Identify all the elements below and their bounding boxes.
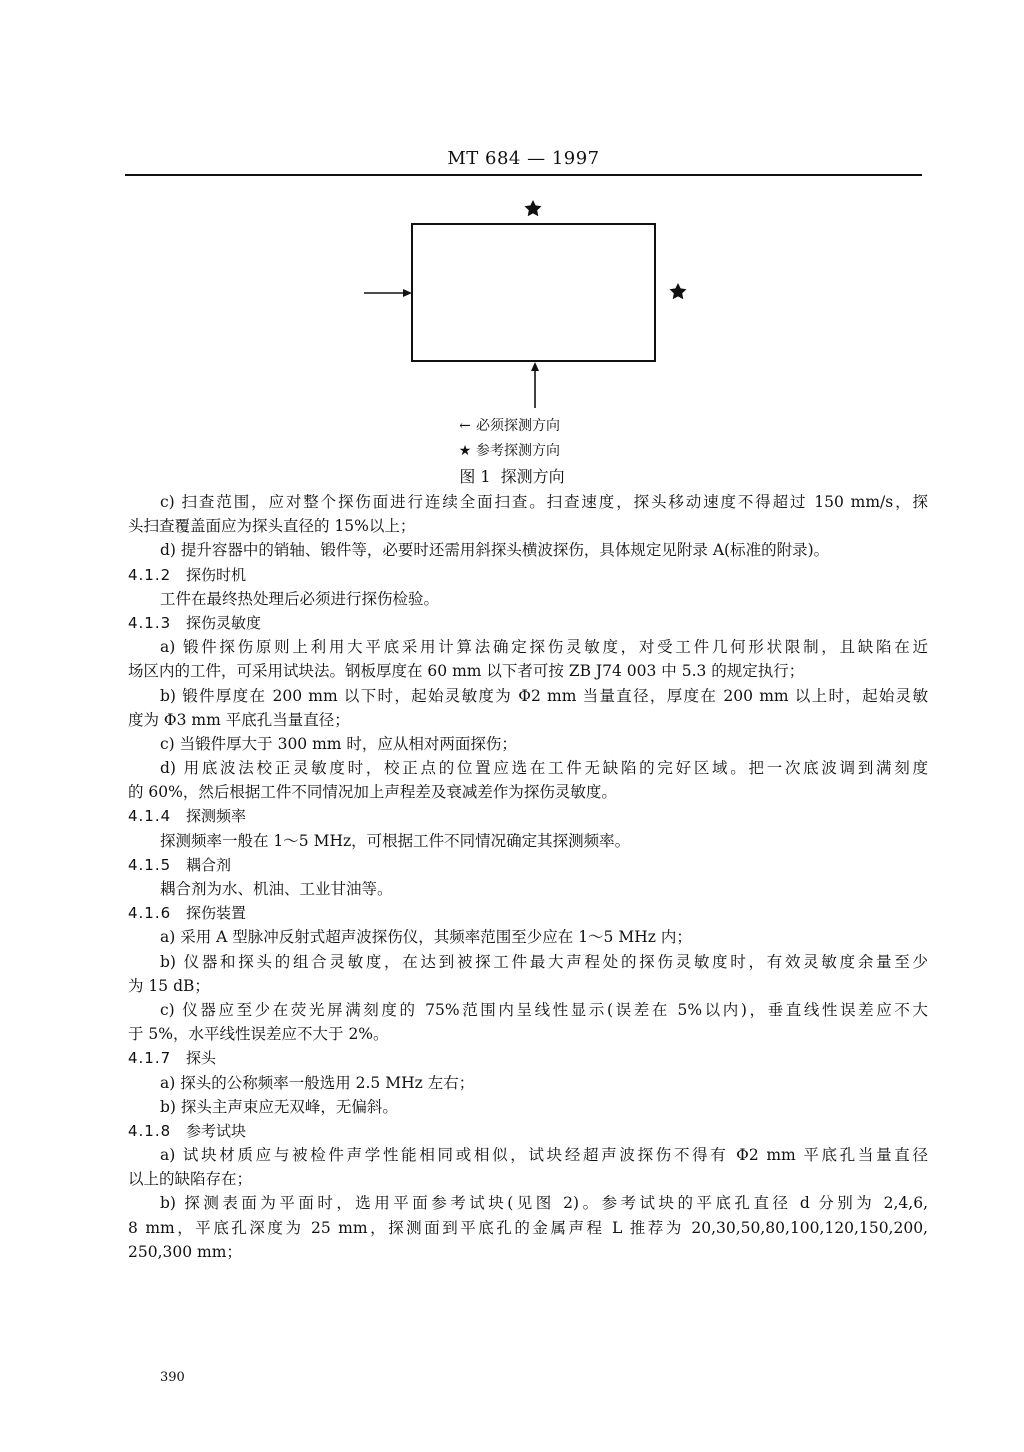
section-title: 探伤时机 [186,565,247,584]
caption-number: 图 1 [459,467,491,486]
section-number: 4.1.7 [128,1049,172,1068]
paragraph-line: c) 扫查范围，应对整个探伤面进行连续全面扫查。扫查速度，探头移动速度不得超过 150 mm/s，探 [160,493,928,511]
arrow-left-side [364,289,412,297]
legend-required [454,415,560,435]
section-title: 探伤装置 [186,904,247,923]
section-number: 4.1.6 [128,904,172,923]
paragraph-line: a) 锻件探伤原则上利用大平底采用计算法确定探伤灵敏度，对受工件几何形状限制，且缺陷在近 [160,638,928,657]
section-heading [128,804,928,828]
section-number: 4.1.5 [128,855,172,874]
section-number: 4.1.4 [128,807,172,826]
paragraph-line: b) 仪器和探头的组合灵敏度，在达到被探工件最大声程处的探伤灵敏度时，有效灵敏度余量至少 [160,952,928,971]
caption-title: 探测方向 [500,467,565,486]
section-heading [128,1119,928,1143]
section-title: 探测频率 [186,807,247,826]
legend-reference [454,440,560,460]
paragraph-line: 的 60%，然后根据工件不同情况加上声程差及衰减差作为探伤灵敏度。 [128,783,617,802]
paragraph-line: 探测频率一般在 1～5 MHz，可根据工件不同情况确定其探测频率。 [160,831,631,850]
paragraph-line: 8 mm，平底孔深度为 25 mm，探测面到平底孔的金属声程 L 推荐为 20,30,50,80,100,120,150,200, [128,1218,928,1237]
arrow-bottom-side [531,362,539,408]
paragraph-line: 为 15 dB； [128,976,210,995]
star-icon: ★ [458,443,472,459]
paragraph-line: 于 5%，水平线性误差应不大于 2%。 [128,1025,389,1044]
paragraph-line: b) 锻件厚度在 200 mm 以下时，起始灵敏度为 Φ2 mm 当量直径，厚度在 200 mm 以上时，起始灵敏 [160,686,928,705]
section-title: 探伤灵敏度 [186,613,262,632]
legend-required-label: 必须探测方向 [476,418,560,434]
paragraph-line: d) 用底波法校正灵敏度时，校正点的位置应选在工件无缺陷的完好区域。把一次底波调到满刻度 [160,759,928,778]
paragraph-line: 头扫查覆盖面应为探头直径的 15%以上； [128,517,416,536]
paragraph-line: a) 试块材质应与被检件声学性能相同或相似，试块经超声波探伤不得有 Φ2 mm 平底孔当量直径 [160,1146,928,1165]
paragraph-line: 耦合剂为水、机油、工业甘油等。 [160,880,393,898]
paragraph-line: a) 采用 A 型脉冲反射式超声波探伤仪，其频率范围至少应在 1～5 MHz 内； [160,928,692,947]
figure-caption [0,464,1024,487]
section-title: 耦合剂 [186,855,232,874]
header-rule [125,174,922,176]
body-text [128,490,928,1264]
section-number: 4.1.2 [128,565,172,584]
section-heading [128,901,928,925]
paragraph-line: 工件在最终热处理后必须进行探伤检验。 [160,589,440,608]
detection-direction-diagram [340,192,720,422]
page-header: MT 684 — 1997 [447,148,600,169]
page-number: 390 [160,1370,185,1385]
workpiece-rectangle [412,224,655,361]
paragraph-line: c) 仪器应至少在荧光屏满刻度的 75%范围内呈线性显示(误差在 5%以内)，垂直线性误差应不大 [160,1000,928,1019]
paragraph-line: 场区内的工件，可采用试块法。钢板厚度在 60 mm 以下者可按 ZB J74 003 中 5.3 的规定执行； [128,662,805,681]
section-title: 参考试块 [186,1121,247,1140]
section-title: 探头 [186,1049,217,1068]
paragraph-line: b) 探测表面为平面时，选用平面参考试块(见图 2)。参考试块的平底孔直径 d 分别为 2,4,6, [160,1194,928,1213]
paragraph-line: 度为 Φ3 mm 平底孔当量直径； [128,710,350,729]
star-icon-right [670,283,687,299]
paragraph-line: d) 提升容器中的销轴、锻件等，必要时还需用斜探头横波探伤，具体规定见附录 A(标准的附录)。 [160,541,830,560]
arrow-left-icon: ← [459,418,471,434]
figure-1 [340,192,720,492]
paragraph-line: b) 探头主声束应无双峰，无偏斜。 [160,1097,398,1116]
section-heading [128,853,928,877]
star-icon-top [525,200,542,216]
section-heading [128,611,928,635]
section-heading [128,1046,928,1070]
paragraph-line: a) 探头的公称频率一般选用 2.5 MHz 左右； [160,1073,475,1092]
paragraph-line: c) 当锻件厚大于 300 mm 时，应从相对两面探伤； [160,734,517,753]
paragraph-line: 250,300 mm； [128,1242,242,1261]
section-heading [128,563,928,587]
paragraph-line: 以上的缺陷存在； [128,1170,253,1189]
legend-reference-label: 参考探测方向 [476,443,560,459]
section-number: 4.1.8 [128,1121,172,1140]
section-number: 4.1.3 [128,613,172,632]
